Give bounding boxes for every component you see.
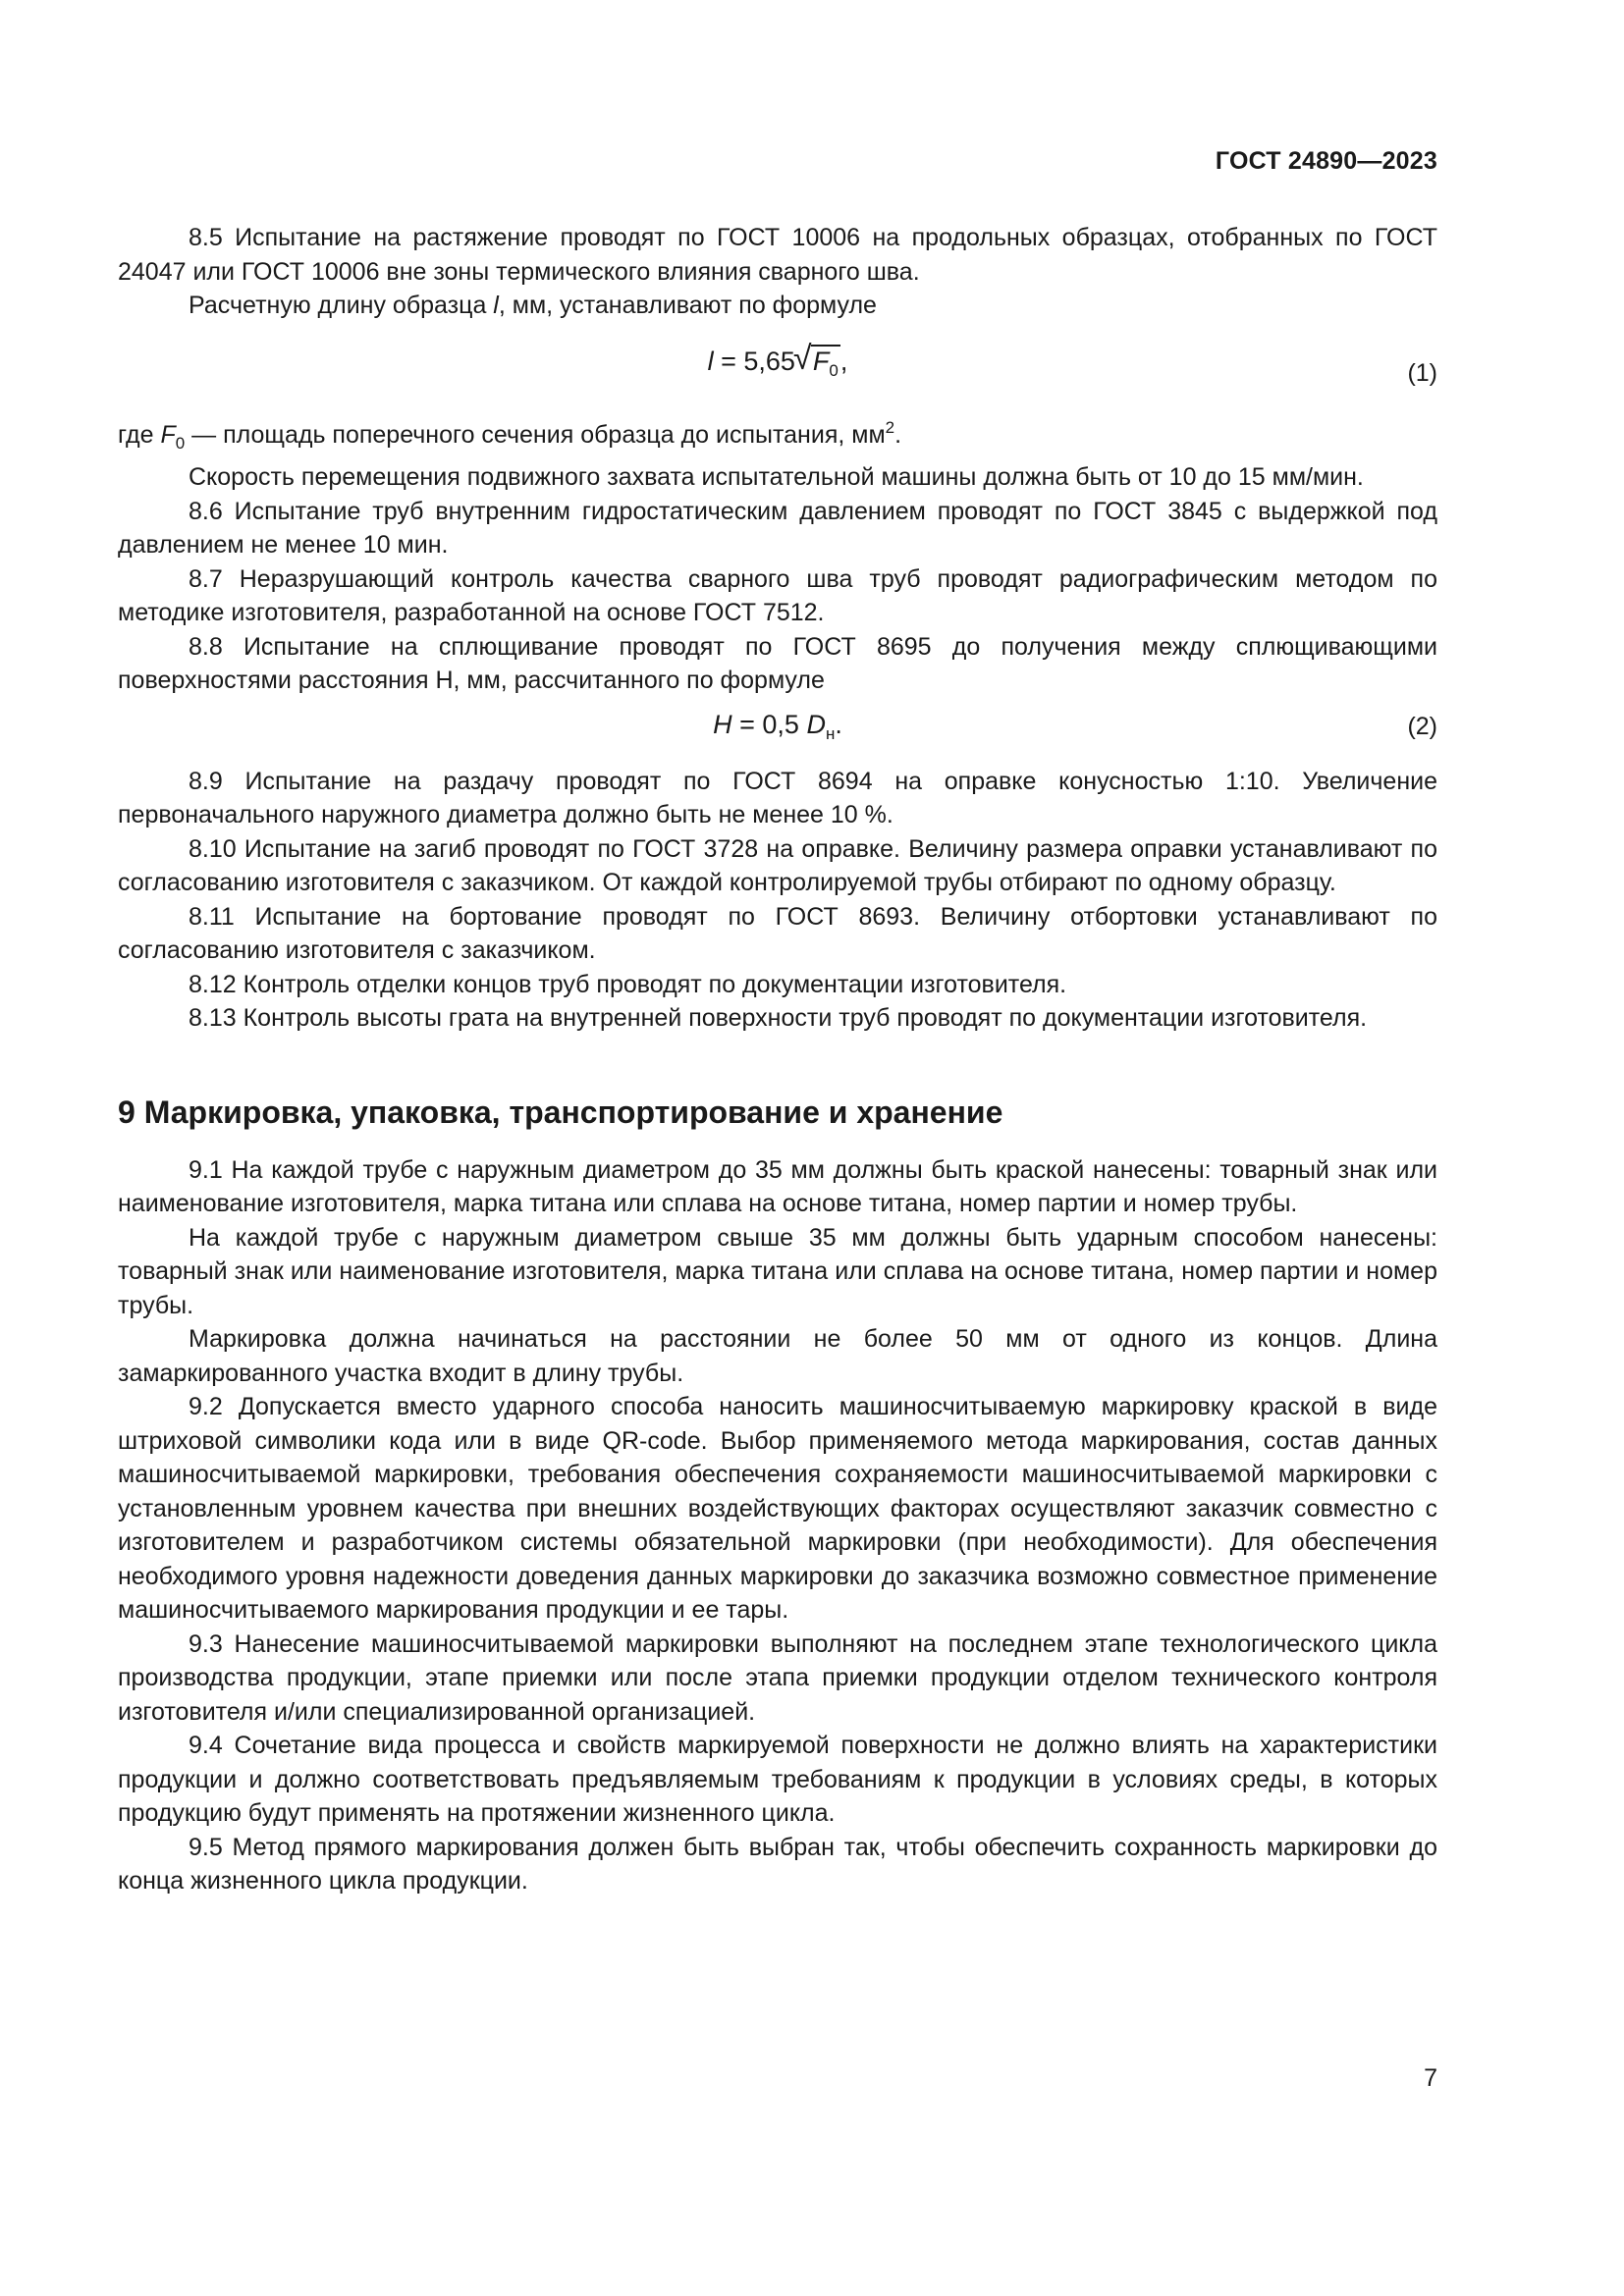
- formula-1-number: (1): [1407, 358, 1437, 387]
- paragraph-9-1: 9.1 На каждой трубе с наружным диаметром до 35 мм должны быть краской нанесены: товарный знак или наименование изготовителя, марка титана или сплава на основе титана, номер партии и номер трубы.: [118, 1155, 1437, 1217]
- sqrt-radicand: [811, 345, 840, 386]
- paragraph-9-1c: Маркировка должна начинаться на расстоянии не более 50 мм от одного из концов. Длина замаркированного участка входит в длину трубы.: [118, 1325, 1437, 1387]
- section-9-heading: 9 Маркировка, упаковка, транспортирование и хранение: [118, 1094, 1003, 1130]
- page-number: 7: [1424, 2064, 1437, 2092]
- paragraph-8-10: 8.10 Испытание на загиб проводят по ГОСТ 3728 на оправке. Величину размера оправки устанавливают по согласованию изготовителя с заказчиком. От каждой контролируемой трубы отбирают по одному образцу.: [118, 834, 1437, 896]
- formula-1-tail: ,: [839, 346, 848, 376]
- text-fragment: Расчетную длину образца: [189, 292, 494, 319]
- variable-f: F: [160, 420, 176, 449]
- document-body: [118, 221, 1437, 1898]
- superscript: 2: [885, 417, 895, 437]
- sqrt-sign-icon: √: [792, 339, 812, 377]
- paragraph-9-5: 9.5 Метод прямого маркирования должен быть выбран так, чтобы обеспечить сохранность маркировки до конца жизненного цикла продукции.: [118, 1833, 1437, 1895]
- formula-2: [118, 698, 1437, 765]
- paragraph-speed: Скорость перемещения подвижного захвата испытательной машины должна быть от 10 до 15 мм/мин.: [189, 463, 1364, 491]
- formula-2-lhs: H: [713, 709, 732, 739]
- formula-1: [118, 323, 1437, 411]
- paragraph-9-3: 9.3 Нанесение машиносчитываемой маркировки выполняют на последнем этапе технологического цикла производства продукции, этапе приемки или после этапа приемки продукции отделом технического контроля изготовителя и/или специализированной организацией.: [118, 1629, 1437, 1726]
- variable-f: F: [812, 346, 830, 376]
- formula-1-expression: [118, 339, 1437, 386]
- text-fragment: .: [894, 420, 902, 449]
- document-header: ГОСТ 24890—2023: [1215, 147, 1437, 175]
- variable-d: D: [806, 709, 826, 739]
- text-fragment: где: [118, 420, 161, 449]
- formula-2-tail: .: [835, 709, 842, 739]
- paragraph-9-2: 9.2 Допускается вместо ударного способа наносить машиносчитываемую маркировку краской в виде штриховой символики кода или в виде QR-code. Выбор применяемого метода маркирования, состав данных машиносчитываемой маркировки, требования обеспечения сохраняемости машиносчитываемой маркировки с установленным уровнем качества при внешних воздействующих факторах осуществляют заказчик совместно с изготовителем и разработчиком системы обязательной маркировки (при необходимости). Для обеспечения необходимого уровня надежности доведения данных маркировки до заказчика возможно совместное применение машиносчитываемого маркирования продукции и ее тары.: [118, 1393, 1437, 1624]
- paragraph-8-8: 8.8 Испытание на сплющивание проводят по ГОСТ 8695 до получения между сплющивающими поверхностями расстояния Н, мм, рассчитанного по формуле: [118, 632, 1437, 694]
- formula-1-coefficient: = 5,65: [713, 346, 795, 376]
- formula-2-coefficient: = 0,5: [731, 709, 807, 739]
- paragraph-8-9: 8.9 Испытание на раздачу проводят по ГОСТ 8694 на оправке конусностью 1:10. Увеличение первоначального наружного диаметра должно быть не менее 10 %.: [118, 767, 1437, 828]
- paragraph-8-11: 8.11 Испытание на бортование проводят по ГОСТ 8693. Величину отбортовки устанавливают по согласованию изготовителя с заказчиком.: [118, 902, 1437, 964]
- paragraph-8-7: 8.7 Неразрушающий контроль качества сварного шва труб проводят радиографическим методом по методике изготовителя, разработанной на основе ГОСТ 7512.: [118, 564, 1437, 626]
- formula-2-expression: [118, 708, 1437, 752]
- paragraph-8-5: 8.5 Испытание на растяжение проводят по ГОСТ 10006 на продольных образцах, отобранных по ГОСТ 24047 или ГОСТ 10006 вне зоны термического влияния сварного шва.: [118, 224, 1437, 286]
- formula-2-number: (2): [1407, 712, 1437, 740]
- paragraph-8-12: 8.12 Контроль отделки концов труб проводят по документации изготовителя.: [189, 970, 1067, 998]
- variable-l: l: [493, 292, 499, 319]
- subscript: н: [825, 723, 836, 743]
- paragraph-8-13: 8.13 Контроль высоты грата на внутренней поверхности труб проводят по документации изготовителя.: [189, 1004, 1368, 1032]
- text-fragment: , мм, устанавливают по формуле: [498, 292, 877, 319]
- paragraph-9-1b: На каждой трубе с наружным диаметром свыше 35 мм должны быть ударным способом нанесены: товарный знак или наименование изготовителя, марка титана или сплава на основе титана, номер партии и номер трубы.: [118, 1223, 1437, 1319]
- text-fragment: — площадь поперечного сечения образца до испытания, мм: [185, 420, 886, 449]
- subscript: 0: [175, 433, 186, 453]
- paragraph-length-intro: [118, 289, 1437, 323]
- paragraph-8-6: 8.6 Испытание труб внутренним гидростатическим давлением проводят по ГОСТ 3845 с выдержкой под давлением не менее 10 мин.: [118, 497, 1437, 559]
- subscript: 0: [829, 360, 839, 380]
- paragraph-where: [118, 411, 1437, 461]
- formula-1-lhs: l: [707, 346, 714, 376]
- paragraph-9-4: 9.4 Сочетание вида процесса и свойств маркируемой поверхности не должно влиять на характеристики продукции и должно соответствовать предъявляемым требованиям к продукции в условиях среды, в которых продукцию будут применять на протяжении жизненного цикла.: [118, 1732, 1437, 1827]
- square-root: [792, 339, 840, 386]
